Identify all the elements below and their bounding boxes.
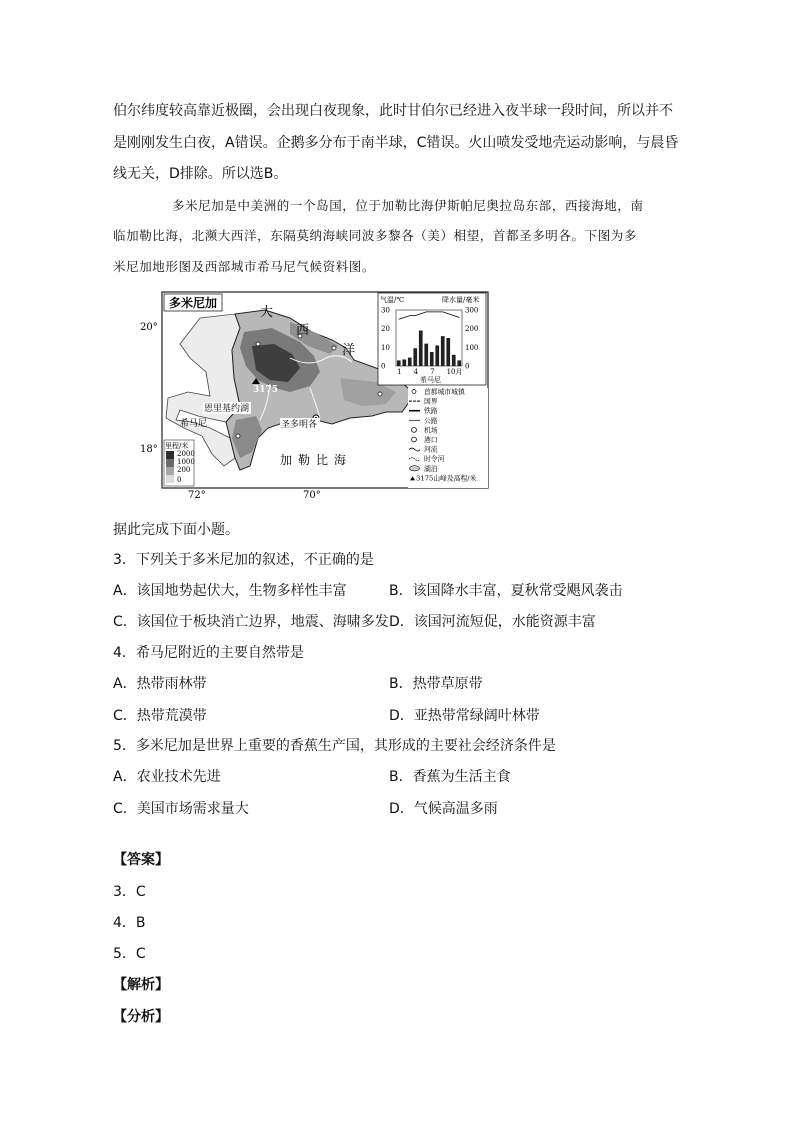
q4-option-b[interactable]: B．热带草原带 xyxy=(389,676,483,692)
elevation-legend-title: 里程/米 xyxy=(165,442,189,450)
lon-72-label: 72° xyxy=(188,490,206,501)
elev-swatch-1000 xyxy=(166,459,174,467)
precipitation-bar xyxy=(397,360,401,366)
intro-line-1: 多米尼加是中美洲的一个岛国，位于加勒比海伊斯帕尼奥拉岛东部，西接海地，南 xyxy=(172,198,644,213)
map-legend-label: 机场 xyxy=(424,426,438,435)
q5-option-c[interactable]: C．美国市场需求量大 xyxy=(113,801,249,817)
answer-5: 5．C xyxy=(113,946,146,962)
city-marker xyxy=(378,392,382,396)
lake-label: 恩里基约湖 xyxy=(204,404,250,414)
climate-left-tick: 20 xyxy=(381,325,390,334)
map-legend-label: 港口 xyxy=(424,436,438,444)
precipitation-bar xyxy=(435,345,439,366)
answer-4: 4．B xyxy=(113,915,146,931)
climate-right-tick: 200 xyxy=(465,325,479,334)
capital-label: 圣多明各 xyxy=(281,420,318,430)
city-marker xyxy=(332,346,336,350)
ocean-char-1: 大 xyxy=(260,305,274,320)
capital-dot-icon xyxy=(412,390,416,394)
elev-value-2000: 2000 xyxy=(177,450,195,458)
precipitation-bar xyxy=(413,348,417,366)
question-prompt: 据此完成下面小题。 xyxy=(113,522,239,538)
lake-icon xyxy=(410,466,420,471)
map-legend-label: 铁路 xyxy=(424,407,438,416)
lat-18-label: 18° xyxy=(140,444,158,455)
jimani-label: 希马尼 xyxy=(180,419,208,429)
q5-option-d[interactable]: D．气候高温多雨 xyxy=(389,801,498,817)
lon-70-label: 70° xyxy=(303,490,321,501)
q5-option-b[interactable]: B．香蕉为生活主食 xyxy=(389,769,511,785)
precipitation-bar xyxy=(408,358,412,366)
climate-left-tick: 0 xyxy=(381,362,386,371)
elev-value-1000: 1000 xyxy=(177,458,195,466)
map-svg xyxy=(140,288,490,506)
caribbean-sea-label: 加勒比海 xyxy=(280,453,353,467)
q3-option-b[interactable]: B．该国降水丰富，夏秋常受飓风袭击 xyxy=(389,583,623,599)
jimani-marker xyxy=(236,434,240,438)
climate-right-axis-title: 降水量/毫米 xyxy=(442,296,480,304)
q4-option-a[interactable]: A．热带雨林带 xyxy=(113,676,207,692)
city-marker xyxy=(256,342,260,346)
answer-3: 3．C xyxy=(113,884,146,900)
paragraph-line-2: 是刚刚发生白夜，A错误。企鹅多分布于南半球，C错误。火山喷发受地壳运动影响，与晨昏 xyxy=(113,135,679,151)
precipitation-bar xyxy=(457,360,461,366)
question-5-stem: 5．多米尼加是世界上重要的香蕉生产国，其形成的主要社会经济条件是 xyxy=(113,738,556,754)
elev-value-200: 200 xyxy=(177,466,191,474)
ocean-char-3: 洋 xyxy=(342,343,356,358)
map-legend xyxy=(408,387,488,488)
precipitation-bar xyxy=(419,331,423,366)
peak-elevation: 3175 xyxy=(253,385,279,395)
map-legend-label: 时令河 xyxy=(424,455,445,464)
precipitation-bar xyxy=(452,355,456,366)
climate-left-tick: 30 xyxy=(381,306,390,315)
climate-left-axis-title: 气温/℃ xyxy=(380,296,405,304)
map-legend-box xyxy=(408,388,488,488)
intro-line-3: 米尼加地形图及西部城市希马尼气候资料图。 xyxy=(113,259,376,274)
climate-month-label: 1 xyxy=(397,368,402,376)
paragraph-line-1: 伯尔纬度较高靠近极圈，会出现白夜现象，此时甘伯尔已经进入夜半球一段时间，所以并不 xyxy=(113,103,673,119)
climate-chart xyxy=(378,293,486,385)
elev-value-0: 0 xyxy=(177,476,182,484)
q3-option-a[interactable]: A．该国地势起伏大，生物多样性丰富 xyxy=(113,583,347,599)
precipitation-bar xyxy=(402,359,406,366)
climate-month-label: 10月 xyxy=(446,368,463,376)
q3-option-c[interactable]: C．该国位于板块消亡边界，地震、海啸多发 xyxy=(113,614,389,630)
analysis-heading: 【解析】 xyxy=(113,977,169,993)
precipitation-bar xyxy=(424,344,428,366)
port-icon xyxy=(412,437,417,442)
map-legend-label: 3175山峰及高程/米 xyxy=(416,474,477,483)
climate-station-label: 希马尼 xyxy=(420,376,441,384)
elev-swatch-2000 xyxy=(166,451,174,459)
climate-right-tick: 300 xyxy=(465,306,479,315)
elev-swatch-200 xyxy=(166,467,174,475)
climate-month-label: 7 xyxy=(430,368,435,376)
climate-month-label: 4 xyxy=(413,368,419,376)
elev-swatch-0 xyxy=(166,475,174,483)
q3-option-d[interactable]: D．该国河流短促，水能资源丰富 xyxy=(389,614,596,630)
precipitation-bar xyxy=(430,352,434,366)
q4-option-c[interactable]: C．热带荒漠带 xyxy=(113,708,207,724)
airport-icon xyxy=(412,428,417,433)
answer-heading: 【答案】 xyxy=(113,852,169,868)
climate-right-tick: 100 xyxy=(465,343,479,352)
climate-left-tick: 10 xyxy=(381,343,390,352)
map-legend-label: 河流 xyxy=(424,445,438,454)
map-title: 多米尼加 xyxy=(169,296,218,310)
q5-option-a[interactable]: A．农业技术先进 xyxy=(113,769,221,785)
dominican-map-figure xyxy=(140,288,490,506)
q4-option-d[interactable]: D．亚热带常绿阔叶林带 xyxy=(389,708,540,724)
precipitation-bar xyxy=(446,338,450,366)
precipitation-bar xyxy=(441,336,445,366)
climate-right-tick: 0 xyxy=(465,362,470,371)
paragraph-line-3: 线无关，D排除。所以选B。 xyxy=(113,166,288,182)
analysis-subheading: 【分析】 xyxy=(113,1009,169,1025)
question-3-stem: 3．下列关于多米尼加的叙述，不正确的是 xyxy=(113,552,374,568)
map-legend-label: 公路 xyxy=(424,416,438,425)
question-4-stem: 4．希马尼附近的主要自然带是 xyxy=(113,645,304,661)
lat-20-label: 20° xyxy=(140,322,158,333)
map-legend-label: 湖泊 xyxy=(424,464,438,473)
map-legend-label: 首都城市城镇 xyxy=(424,388,465,396)
ocean-char-2: 西 xyxy=(296,323,310,338)
intro-line-2: 临加勒比海，北濒大西洋，东隔莫纳海峡同波多黎各（美）相望，首都圣多明各。下图为多 xyxy=(113,228,638,243)
map-legend-label: 国界 xyxy=(424,397,438,406)
